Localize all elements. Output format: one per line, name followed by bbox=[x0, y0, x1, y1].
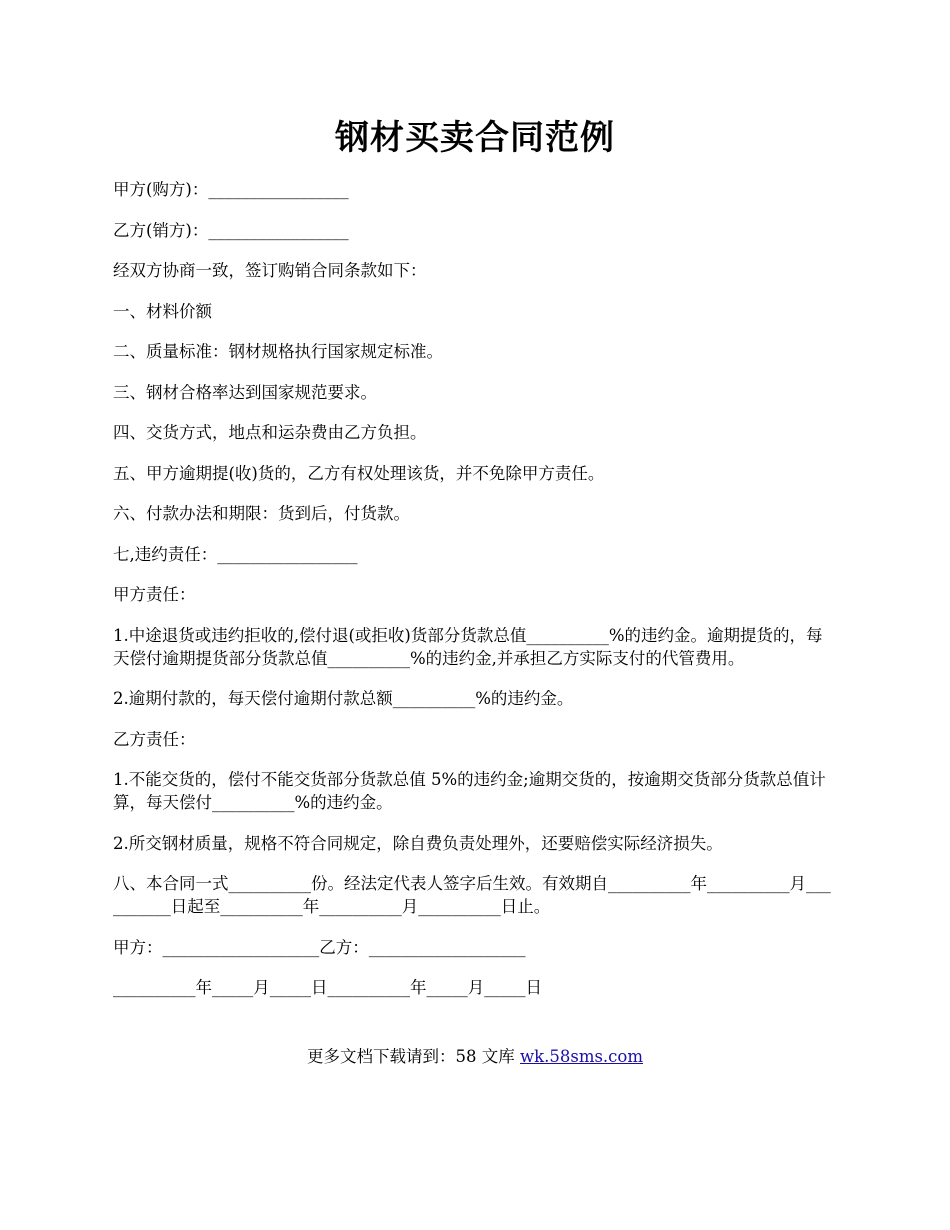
footer-link[interactable]: wk.58sms.com bbox=[519, 1047, 643, 1066]
signature-line: 甲方：___________________乙方：___________________ bbox=[113, 937, 526, 957]
document-title: 钢材买卖合同范例 bbox=[335, 118, 615, 158]
document-body bbox=[113, 178, 838, 1017]
party-a-line: 甲方(购方)：_________________ bbox=[113, 180, 349, 199]
party-a-liability-2: 2.逾期付款的，每天偿付逾期付款总额__________%的违约金。 bbox=[113, 689, 574, 708]
party-b-line: 乙方(销方)：_________________ bbox=[113, 220, 349, 240]
date-line: __________年_____月_____日__________年_____月_____日 bbox=[113, 978, 542, 997]
party-a-liability-heading: 甲方责任： bbox=[113, 585, 196, 604]
clause-7: 七,违约责任：_________________ bbox=[113, 544, 358, 564]
clause-8: 八、本合同一式__________份。经法定代表人签字后生效。有效期自__________年__________月__________日起至__________年__________月__________日止。 bbox=[113, 874, 831, 916]
footer-text: 更多文档下载请到：58 文库 bbox=[306, 1047, 520, 1066]
party-b-liability-heading: 乙方责任： bbox=[113, 729, 196, 749]
clause-5: 五、甲方逾期提(收)货的，乙方有权处理该货，并不免除甲方责任。 bbox=[113, 463, 605, 483]
clause-4: 四、交货方式，地点和运杂费由乙方负担。 bbox=[113, 423, 427, 442]
intro-paragraph: 经双方协商一致，签订购销合同条款如下： bbox=[113, 261, 427, 280]
party-b-liability-2: 2.所交钢材质量，规格不符合同规定，除自费负责处理外，还要赔偿实际经济损失。 bbox=[113, 833, 723, 853]
party-a-liability-1: 1.中途退货或违约拒收的,偿付退(或拒收)货部分货款总值__________%的违约金。逾期提货的，每天偿付逾期提货部分货款总值__________%的违约金,并承担乙方实际支付的代管费用。 bbox=[113, 625, 823, 668]
clause-2: 二、质量标准：钢材规格执行国家规定标准。 bbox=[113, 342, 443, 361]
clause-6: 六、付款办法和期限：货到后，付货款。 bbox=[113, 504, 410, 523]
clause-3: 三、钢材合格率达到国家规范要求。 bbox=[113, 382, 377, 402]
clause-1: 一、材料价额 bbox=[113, 301, 212, 321]
footer bbox=[0, 1043, 950, 1067]
party-b-liability-1: 1.不能交货的，偿付不能交货部分货款总值 5%的违约金;逾期交货的，按逾期交货部分货款总值计算，每天偿付__________%的违约金。 bbox=[113, 770, 826, 812]
